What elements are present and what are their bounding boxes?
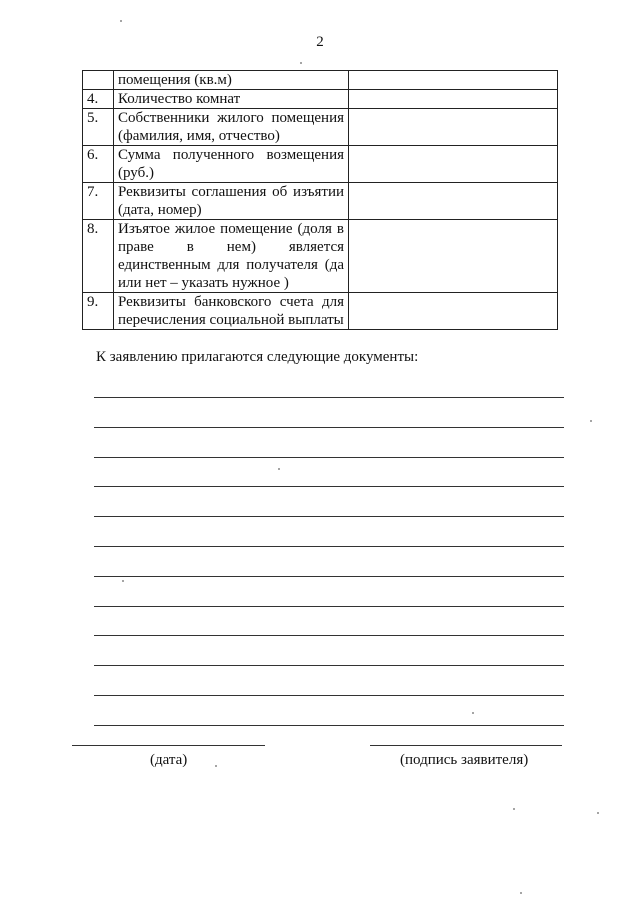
blank-line[interactable] <box>94 486 564 516</box>
scan-speck <box>122 580 124 582</box>
row-label: Изъятое жилое помещение (доля в праве в нем) является единственным для получателя (да или нет – указать нужное ) <box>114 220 349 293</box>
blank-line[interactable] <box>94 576 564 606</box>
row-label: Собственники жилого помещения (фамилия, имя, отчество) <box>114 109 349 146</box>
row-label: Сумма полученного возмещения (руб.) <box>114 146 349 183</box>
row-number: 4. <box>83 90 114 109</box>
scan-speck <box>120 20 122 22</box>
table-row <box>83 183 558 220</box>
row-number: 9. <box>83 293 114 330</box>
attachments-heading: К заявлению прилагаются следующие документы: <box>96 349 419 365</box>
row-value-field[interactable] <box>349 183 558 220</box>
row-number: 7. <box>83 183 114 220</box>
row-label: Реквизиты банковского счета для перечисления социальной выплаты <box>114 293 349 330</box>
scan-speck <box>590 420 592 422</box>
attachments-lines <box>94 397 564 755</box>
page-number: 2 <box>316 34 324 50</box>
row-label: Количество комнат <box>114 90 349 109</box>
blank-line[interactable] <box>94 635 564 665</box>
blank-line[interactable] <box>94 516 564 546</box>
scan-speck <box>300 62 302 64</box>
row-value-field[interactable] <box>349 220 558 293</box>
row-value-field[interactable] <box>349 293 558 330</box>
blank-line[interactable] <box>94 427 564 457</box>
row-value-field[interactable] <box>349 90 558 109</box>
table-row <box>83 146 558 183</box>
blank-line[interactable] <box>94 695 564 725</box>
blank-line[interactable] <box>94 665 564 695</box>
scan-speck <box>472 712 474 714</box>
table-row <box>83 293 558 330</box>
blank-line[interactable] <box>94 546 564 576</box>
scan-speck <box>513 808 515 810</box>
row-label: помещения (кв.м) <box>114 71 349 90</box>
signature-caption: (подпись заявителя) <box>400 752 529 768</box>
row-label: Реквизиты соглашения об изъятии (дата, номер) <box>114 183 349 220</box>
blank-line[interactable] <box>94 457 564 487</box>
table-row <box>83 71 558 90</box>
application-table <box>82 70 558 330</box>
row-number: 6. <box>83 146 114 183</box>
row-value-field[interactable] <box>349 109 558 146</box>
scan-speck <box>597 812 599 814</box>
row-value-field[interactable] <box>349 146 558 183</box>
table-row <box>83 90 558 109</box>
table-row <box>83 220 558 293</box>
row-value-field[interactable] <box>349 71 558 90</box>
date-caption: (дата) <box>150 752 188 768</box>
signature-line[interactable] <box>370 745 562 746</box>
table-row <box>83 109 558 146</box>
date-line[interactable] <box>72 745 265 746</box>
scan-speck <box>520 892 522 894</box>
row-number <box>83 71 114 90</box>
row-number: 8. <box>83 220 114 293</box>
row-number: 5. <box>83 109 114 146</box>
blank-line[interactable] <box>94 606 564 636</box>
scan-speck <box>215 765 217 767</box>
blank-line[interactable] <box>94 397 564 427</box>
scan-speck <box>278 468 280 470</box>
blank-line[interactable] <box>94 725 564 755</box>
